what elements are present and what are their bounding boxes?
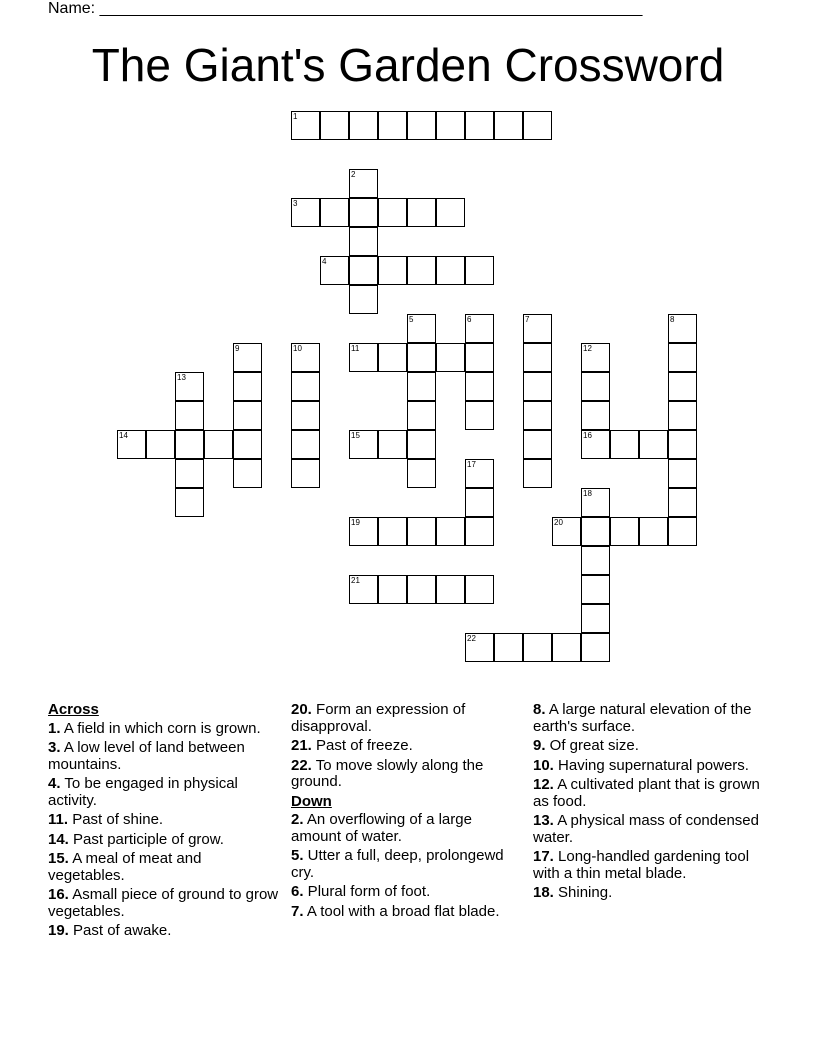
grid-cell[interactable] <box>407 517 436 546</box>
grid-cell[interactable] <box>494 111 523 140</box>
clue-number: 21 <box>351 576 360 585</box>
clue-number: 10 <box>293 344 302 353</box>
clue-number: 19 <box>351 518 360 527</box>
grid-cell[interactable] <box>407 314 436 343</box>
grid-cell[interactable] <box>668 517 697 546</box>
clue-number-label: 12. <box>533 776 554 793</box>
clue-number-label: 11. <box>48 811 69 828</box>
grid-cell[interactable] <box>581 633 610 662</box>
clue-number-label: 3. <box>48 739 61 756</box>
grid-cell[interactable] <box>465 314 494 343</box>
grid-cell[interactable] <box>436 575 465 604</box>
clue-text: To move slowly along the ground. <box>291 756 484 790</box>
clue-number: 13 <box>177 373 186 382</box>
grid-cell[interactable] <box>668 488 697 517</box>
across-heading: Across <box>48 701 99 718</box>
grid-cell[interactable] <box>349 517 378 546</box>
clue-number-label: 10. <box>533 756 554 774</box>
grid-cell[interactable] <box>436 198 465 227</box>
grid-cell[interactable] <box>552 517 581 546</box>
clue-number: 3 <box>293 199 298 208</box>
down-clue <box>533 738 765 755</box>
clues-column-2 <box>291 702 523 923</box>
grid-cell[interactable] <box>523 459 552 488</box>
across-clue-list <box>48 721 280 940</box>
grid-cell[interactable] <box>349 256 378 285</box>
clue-text: Plural form of foot. <box>303 883 431 900</box>
clue-number-label: 17. <box>533 848 554 865</box>
clue-text: A cultivated plant that is grown as food. <box>533 776 760 810</box>
grid-cell[interactable] <box>291 430 320 459</box>
grid-cell[interactable] <box>465 459 494 488</box>
grid-cell[interactable] <box>407 401 436 430</box>
clue-text: Having supernatural powers. <box>553 756 749 774</box>
grid-cell[interactable] <box>204 430 233 459</box>
clue-number-label: 21. <box>291 737 312 754</box>
across-clue <box>291 738 523 755</box>
down-clue <box>291 904 523 921</box>
down-clue <box>291 848 523 881</box>
clue-number: 9 <box>235 344 240 353</box>
grid-cell[interactable] <box>407 575 436 604</box>
grid-cell[interactable] <box>291 343 320 372</box>
across-clue <box>291 702 523 735</box>
grid-cell[interactable] <box>436 111 465 140</box>
clue-text: Shining. <box>553 884 613 901</box>
grid-cell[interactable] <box>407 111 436 140</box>
clue-number: 6 <box>467 315 472 324</box>
grid-cell[interactable] <box>349 169 378 198</box>
grid-cell[interactable] <box>465 111 494 140</box>
grid-cell[interactable] <box>581 401 610 430</box>
grid-cell[interactable] <box>610 430 639 459</box>
clue-number: 8 <box>670 315 675 324</box>
grid-cell[interactable] <box>523 633 552 662</box>
grid-cell[interactable] <box>523 111 552 140</box>
grid-cell[interactable] <box>291 401 320 430</box>
clue-number-label: 13. <box>533 812 554 829</box>
grid-cell[interactable] <box>523 430 552 459</box>
clue-text: A tool with a broad flat blade. <box>303 902 500 920</box>
clue-number: 17 <box>467 460 476 469</box>
grid-cell[interactable] <box>610 517 639 546</box>
clue-text: Form an expression of disapproval. <box>291 701 466 735</box>
grid-cell[interactable] <box>291 198 320 227</box>
clues-column-3 <box>533 702 765 905</box>
grid-cell[interactable] <box>639 517 668 546</box>
grid-cell[interactable] <box>581 430 610 459</box>
grid-cell[interactable] <box>668 430 697 459</box>
grid-cell[interactable] <box>233 372 262 401</box>
across-clue <box>48 887 280 920</box>
clue-number-label: 8. <box>533 701 546 718</box>
grid-cell[interactable] <box>175 401 204 430</box>
grid-cell[interactable] <box>175 372 204 401</box>
clue-number-label: 16. <box>48 886 69 903</box>
down-clue <box>533 702 765 735</box>
grid-cell[interactable] <box>465 401 494 430</box>
grid-cell[interactable] <box>291 372 320 401</box>
grid-cell[interactable] <box>233 401 262 430</box>
grid-cell[interactable] <box>378 198 407 227</box>
clue-number: 7 <box>525 315 530 324</box>
grid-cell[interactable] <box>552 633 581 662</box>
clue-number-label: 19. <box>48 922 69 939</box>
clue-text: An overflowing of a large amount of water. <box>291 811 472 845</box>
clue-text: Past of freeze. <box>311 737 413 754</box>
grid-cell[interactable] <box>581 604 610 633</box>
clue-text: Past of shine. <box>68 811 164 828</box>
grid-cell[interactable] <box>494 633 523 662</box>
grid-cell[interactable] <box>407 256 436 285</box>
clue-text: A field in which corn is grown. <box>60 719 261 737</box>
across-clue-list-continued <box>291 702 523 791</box>
across-clue <box>291 758 523 791</box>
clue-number: 11 <box>351 344 360 353</box>
grid-cell[interactable] <box>378 256 407 285</box>
grid-cell[interactable] <box>378 575 407 604</box>
grid-cell[interactable] <box>378 343 407 372</box>
down-clue <box>533 777 765 810</box>
grid-cell[interactable] <box>349 430 378 459</box>
grid-cell[interactable] <box>523 372 552 401</box>
grid-cell[interactable] <box>465 343 494 372</box>
grid-cell[interactable] <box>523 314 552 343</box>
grid-cell[interactable] <box>465 575 494 604</box>
across-clue <box>48 812 280 829</box>
clue-number-label: 18. <box>533 884 554 901</box>
clue-text: A large natural elevation of the earth's surface. <box>533 701 752 735</box>
clue-number-label: 4. <box>48 775 61 792</box>
down-clue-list-continued <box>533 702 765 902</box>
grid-cell[interactable] <box>581 575 610 604</box>
grid-cell[interactable] <box>407 343 436 372</box>
grid-cell[interactable] <box>465 517 494 546</box>
grid-cell[interactable] <box>117 430 146 459</box>
grid-cell[interactable] <box>233 343 262 372</box>
grid-cell[interactable] <box>349 111 378 140</box>
across-clue <box>48 832 280 849</box>
grid-cell[interactable] <box>320 198 349 227</box>
grid-cell[interactable] <box>465 633 494 662</box>
down-clue <box>533 813 765 846</box>
grid-cell[interactable] <box>291 459 320 488</box>
grid-cell[interactable] <box>581 372 610 401</box>
clue-number: 22 <box>467 634 476 643</box>
clue-number: 2 <box>351 170 356 179</box>
clue-number-label: 2. <box>291 811 304 828</box>
grid-cell[interactable] <box>233 430 262 459</box>
down-clue <box>533 885 765 902</box>
clue-number: 14 <box>119 431 128 440</box>
grid-cell[interactable] <box>581 488 610 517</box>
grid-cell[interactable] <box>146 430 175 459</box>
grid-cell[interactable] <box>378 517 407 546</box>
grid-cell[interactable] <box>668 343 697 372</box>
grid-cell[interactable] <box>465 256 494 285</box>
grid-cell[interactable] <box>581 546 610 575</box>
across-clue <box>48 740 280 773</box>
grid-cell[interactable] <box>407 430 436 459</box>
grid-cell[interactable] <box>668 459 697 488</box>
clue-number-label: 7. <box>291 902 304 920</box>
grid-cell[interactable] <box>349 227 378 256</box>
grid-cell[interactable] <box>320 256 349 285</box>
across-clue <box>48 851 280 884</box>
clue-text: A physical mass of condensed water. <box>533 812 759 846</box>
page-title: The Giant's Garden Crossword <box>91 39 725 91</box>
clue-number: 1 <box>293 112 298 121</box>
down-clue-list <box>291 812 523 920</box>
clue-number: 15 <box>351 431 360 440</box>
clue-number-label: 14. <box>48 830 69 848</box>
clue-text: Long-handled gardening tool with a thin metal blade. <box>533 848 750 882</box>
grid-cell[interactable] <box>639 430 668 459</box>
grid-cell[interactable] <box>436 256 465 285</box>
clue-number-label: 1. <box>48 719 61 737</box>
grid-cell[interactable] <box>378 430 407 459</box>
grid-cell[interactable] <box>465 488 494 517</box>
grid-cell[interactable] <box>175 488 204 517</box>
grid-cell[interactable] <box>349 343 378 372</box>
clue-number-label: 6. <box>291 883 304 900</box>
grid-cell[interactable] <box>668 314 697 343</box>
grid-cell[interactable] <box>436 517 465 546</box>
grid-cell[interactable] <box>465 372 494 401</box>
clue-number-label: 20. <box>291 701 312 718</box>
clue-number: 12 <box>583 344 592 353</box>
clue-number: 16 <box>583 431 592 440</box>
name-field[interactable]: Name: _____________________________________________________________ <box>48 0 643 17</box>
clue-text: To be engaged in physical activity. <box>48 775 238 809</box>
grid-cell[interactable] <box>320 111 349 140</box>
clue-number-label: 15. <box>48 850 69 867</box>
grid-cell[interactable] <box>668 372 697 401</box>
down-heading: Down <box>291 792 332 810</box>
clues-column-1 <box>48 702 280 943</box>
down-clue <box>291 812 523 845</box>
grid-cell[interactable] <box>407 459 436 488</box>
grid-cell[interactable] <box>581 517 610 546</box>
clue-text: A meal of meat and vegetables. <box>48 850 202 884</box>
grid-cell[interactable] <box>581 343 610 372</box>
across-clue <box>48 776 280 809</box>
grid-cell[interactable] <box>523 401 552 430</box>
clue-number-label: 22. <box>291 756 312 774</box>
clue-number: 20 <box>554 518 563 527</box>
grid-cell[interactable] <box>233 459 262 488</box>
clue-number: 5 <box>409 315 414 324</box>
across-clue <box>48 721 280 738</box>
grid-cell[interactable] <box>378 111 407 140</box>
clue-text: Past of awake. <box>68 922 172 939</box>
down-clue <box>291 884 523 901</box>
clue-text: Asmall piece of ground to grow vegetables. <box>48 886 279 920</box>
grid-cell[interactable] <box>349 198 378 227</box>
grid-cell[interactable] <box>175 430 204 459</box>
grid-cell[interactable] <box>407 372 436 401</box>
clue-text: Of great size. <box>545 737 639 754</box>
grid-cell[interactable] <box>668 401 697 430</box>
clue-text: Utter a full, deep, prolongewd cry. <box>291 847 504 881</box>
clue-number: 4 <box>322 257 327 266</box>
grid-cell[interactable] <box>175 459 204 488</box>
grid-cell[interactable] <box>436 343 465 372</box>
grid-cell[interactable] <box>407 198 436 227</box>
clue-number: 18 <box>583 489 592 498</box>
across-clue <box>48 923 280 940</box>
clue-text: Past participle of grow. <box>68 830 224 848</box>
grid-cell[interactable] <box>349 285 378 314</box>
grid-cell[interactable] <box>523 343 552 372</box>
clue-number-label: 9. <box>533 737 546 754</box>
clue-number-label: 5. <box>291 847 304 864</box>
grid-cell[interactable] <box>291 111 320 140</box>
clue-text: A low level of land between mountains. <box>48 739 245 773</box>
down-clue <box>533 849 765 882</box>
down-clue <box>533 758 765 775</box>
grid-cell[interactable] <box>349 575 378 604</box>
